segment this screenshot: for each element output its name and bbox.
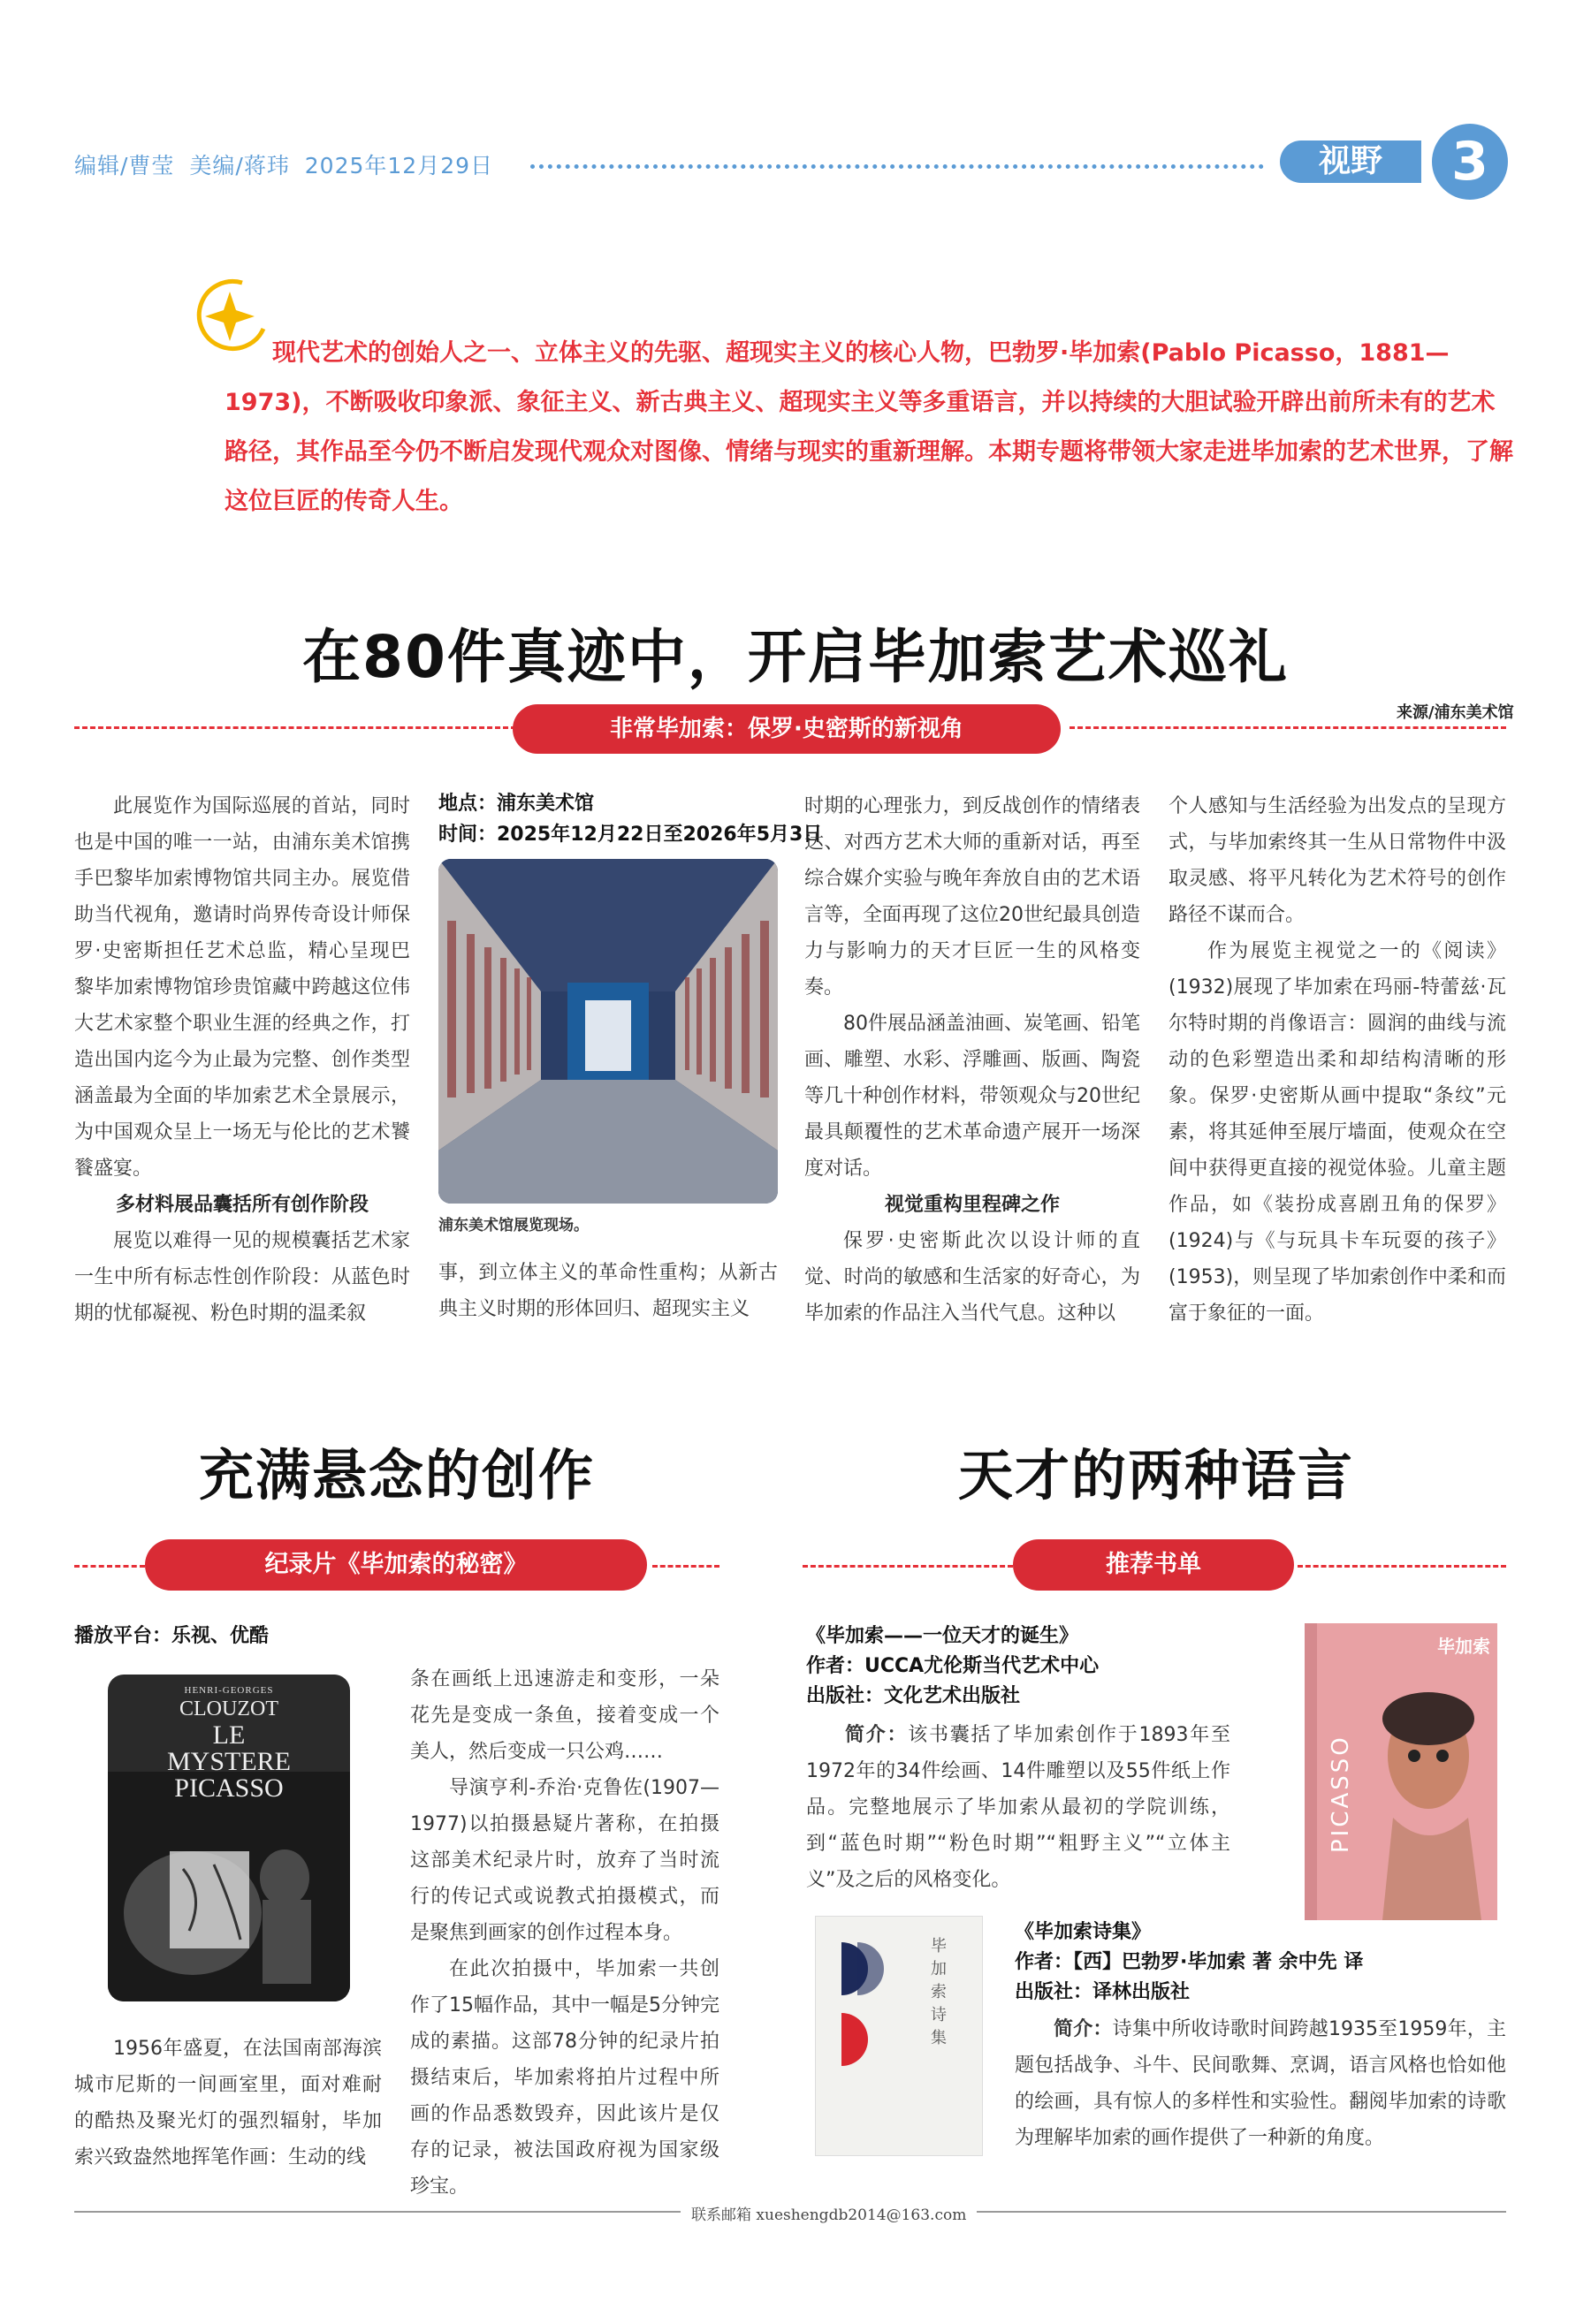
book2-cover-title: 毕加索诗集 [931, 1937, 947, 2047]
article3-dash-left [803, 1565, 1013, 1568]
intro-line: 象派、象征主义、新古典主义、超现实主义等多重语言，并以持续的大胆试验开辟出前所未有的艺术路径，其作品至今仍不断启 [225, 389, 1496, 466]
paragraph: 事，到立体主义的革命性重构；从新古典主义时期的形体回归、超现实主义 [438, 1262, 778, 1320]
header-editor: 编辑/曹莹 [74, 153, 175, 178]
paragraph: 1956年盛夏，在法国南部海滨城市尼斯的一间画室里，面对难耐的酷热及聚光灯的强烈辐射，毕加索兴致盎然地挥笔作画：生动的线 [74, 2038, 382, 2168]
book2-title: 《毕加索诗集》 [1015, 1921, 1152, 1943]
article3-subtitle-bar: 推荐书单 [1013, 1539, 1294, 1591]
header-date: 2025年12月29日 [304, 153, 494, 178]
paragraph: 保罗·史密斯此次以设计师的直觉、时尚的敏感和生活家的好奇心，为毕加索的作品注入当代气息。这种以 [804, 1230, 1140, 1325]
footer-contact: 联系邮箱 xueshengdb2014@163.com [681, 2202, 977, 2224]
book1-publisher: 出版社：文化艺术出版社 [806, 1685, 1021, 1707]
book1-cover [1305, 1623, 1497, 1920]
book1-author: 作者：UCCA尤伦斯当代艺术中心 [806, 1655, 1100, 1677]
article1-dash-right [1070, 726, 1506, 729]
intro-line: 现代艺术的创始人之一、立体主义的先驱、超现实主义的核心人物，巴勃罗·毕加索(Pablo Picasso，1881—1973)，不断吸收印 [225, 339, 1450, 416]
article1-source: 来源/浦东美术馆 [1397, 703, 1514, 722]
photo-caption: 浦东美术馆展览现场。 [438, 1217, 589, 1234]
book2-cover [815, 1916, 983, 2156]
paragraph: 在此次拍摄中，毕加索一共创作了15幅作品，其中一幅是5分钟完成的素描。这部78分钟的纪录片拍摄结束后，毕加索将拍片过程中所画的作品悉数毁弃，因此该片是仅存的记录，被法国政府视为国家级珍宝。 [410, 1958, 719, 2198]
book1-cover-title: 毕加索 [1437, 1636, 1490, 1657]
article1-headline: 在80件真迹中，开启毕加索艺术巡礼 [302, 623, 1289, 691]
paragraph: 作为展览主视觉之一的《阅读》(1932)展现了毕加索在玛丽-特蕾兹·瓦尔特时期的肖像语言：圆润的曲线与流动的色彩塑造出柔和却结构清晰的形象。保罗·史密斯从画中提取“条纹”元素，将其延伸至展厅墙面，使观众在空间中获得更直接的视觉体验。儿童主题作品，如《装扮成喜剧丑角的保罗》(1924)与《与玩具卡车玩耍的孩子》(1953)，则呈现了毕加索创作中柔和而富于象征的一面。 [1169, 940, 1506, 1325]
article3-dash-right [1298, 1565, 1506, 1568]
poster-director-lastname: CLOUZOT [179, 1697, 278, 1720]
article3-headline: 天才的两种语言 [957, 1443, 1354, 1508]
poster-title-mystere: MYSTERE [166, 1747, 291, 1776]
article2-column-right [410, 1661, 719, 2205]
film-poster [108, 1675, 350, 2001]
book1-intro-label: 简介： [845, 1724, 909, 1746]
article1-column-2 [438, 1255, 778, 1327]
book2-intro-text: 诗集中所收诗歌时间跨越1935至1959年，主题包括战争、斗牛、民间歌舞、烹调，语言风格也恰如他的绘画，具有惊人的多样性和实验性。翻阅毕加索的诗歌为理解毕加索的画作提供了一种新的角度。 [1015, 2018, 1506, 2149]
article2-column-left [74, 2031, 382, 2176]
article1-dash-left [74, 726, 516, 729]
paragraph: 展览以难得一见的规模囊括艺术家一生中所有标志性创作阶段：从蓝色时期的忧郁凝视、粉色时期的温柔叙 [74, 1230, 410, 1325]
exhibition-hall-illustration [438, 859, 778, 1204]
book2-cover-illustration [815, 1916, 983, 2156]
section-subheading: 多材料展品囊括所有创作阶段 [115, 1194, 369, 1216]
book1-title: 《毕加索——一位天才的诞生》 [806, 1625, 1079, 1647]
book1-intro-text: 该书囊括了毕加索创作于1893年至1972年的34件绘画、14件雕塑以及55件纸上作品。完整地展示了毕加索从最初的学院训练，到“蓝色时期”“粉色时期”“粗野主义”“立体主义”及之后的风格变化。 [806, 1724, 1230, 1891]
paragraph: 条在画纸上迅速游走和变形，一朵花先是变成一条鱼，接着变成一个美人，然后变成一只公鸡…… [410, 1668, 719, 1763]
book1-cover-spine: PICASSO [1328, 1735, 1354, 1853]
article2-dash-left [74, 1565, 145, 1568]
header-designer: 美编/蒋玮 [189, 153, 290, 178]
poster-title-picasso: PICASSO [174, 1773, 284, 1803]
poster-title-le: LE [212, 1720, 246, 1750]
exhibition-time: 时间：2025年12月22日至2026年5月3日 [438, 824, 823, 846]
book2-intro [1015, 2011, 1506, 2156]
article1-column-4 [1169, 788, 1506, 1332]
paragraph: 个人感知与生活经验为出发点的呈现方式，与毕加索终其一生从日常物件中汲取灵感、将平凡转化为艺术符号的创作路径不谋而合。 [1169, 795, 1506, 926]
article2-headline: 充满悬念的创作 [198, 1443, 595, 1508]
paragraph: 时期的心理张力，到反战创作的情绪表达、对西方艺术大师的重新对话，再至综合媒介实验与晚年奔放自由的艺术语言等，全面再现了这位20世纪最具创造力与影响力的天才巨匠一生的风格变奏。 [804, 795, 1140, 999]
exhibition-location: 地点：浦东美术馆 [438, 793, 595, 815]
paragraph: 80件展品涵盖油画、炭笔画、铅笔画、雕塑、水彩、浮雕画、版画、陶瓷等几十种创作材料，带领观众与20世纪最具颠覆性的艺术革命遗产展开一场深度对话。 [804, 1013, 1140, 1180]
intro-line: 发现代观众对图像、情绪与现实的重新理解。本期专题将带领大家走进毕加索的艺术世界，了解这位巨匠的传奇人生。 [225, 438, 1513, 515]
section-subheading: 视觉重构里程碑之作 [884, 1194, 1060, 1216]
book2-publisher: 出版社：译林出版社 [1015, 1981, 1191, 2003]
intro-paragraph [225, 329, 1515, 527]
broadcast-platform: 播放平台：乐视、优酷 [74, 1625, 270, 1647]
paragraph: 导演亨利-乔治·克鲁佐(1907—1977)以拍摄悬疑片著称，在拍摄这部美术纪录片时，放弃了当时流行的传记式或说教式拍摄模式，而是聚焦到画家的创作过程本身。 [410, 1777, 719, 1944]
page-number: 3 [1432, 124, 1508, 200]
book2-author: 作者：【西】巴勃罗·毕加索 著 余中先 译 [1015, 1951, 1364, 1973]
article1-subtitle-bar: 非常毕加索：保罗·史密斯的新视角 [513, 704, 1061, 754]
section-label: 视野 [1280, 141, 1421, 183]
book1-intro [806, 1717, 1230, 1898]
exhibition-hall-photo [438, 859, 778, 1204]
article1-column-3 [804, 788, 1140, 1332]
paragraph: 此展览作为国际巡展的首站，同时也是中国的唯一一站，由浦东美术馆携手巴黎毕加索博物馆共同主办。展览借助当代视角，邀请时尚界传奇设计师保罗·史密斯担任艺术总监，精心呈现巴黎毕加索博物馆珍贵馆藏中跨越这位伟大艺术家整个职业生涯的经典之作，打造出国内迄今为止最为完整、创作类型涵盖最为全面的毕加索艺术全景展示，为中国观众呈上一场无与伦比的艺术饕餮盛宴。 [74, 795, 410, 1180]
article1-column-1 [74, 788, 410, 1332]
book2-intro-label: 简介： [1054, 2018, 1113, 2040]
header-dotted-rule [530, 164, 1264, 169]
header-meta [74, 148, 500, 180]
article2-subtitle-bar: 纪录片《毕加索的秘密》 [145, 1539, 647, 1591]
poster-director-firstname: HENRI-GEORGES [184, 1685, 274, 1696]
article2-dash-right [652, 1565, 719, 1568]
